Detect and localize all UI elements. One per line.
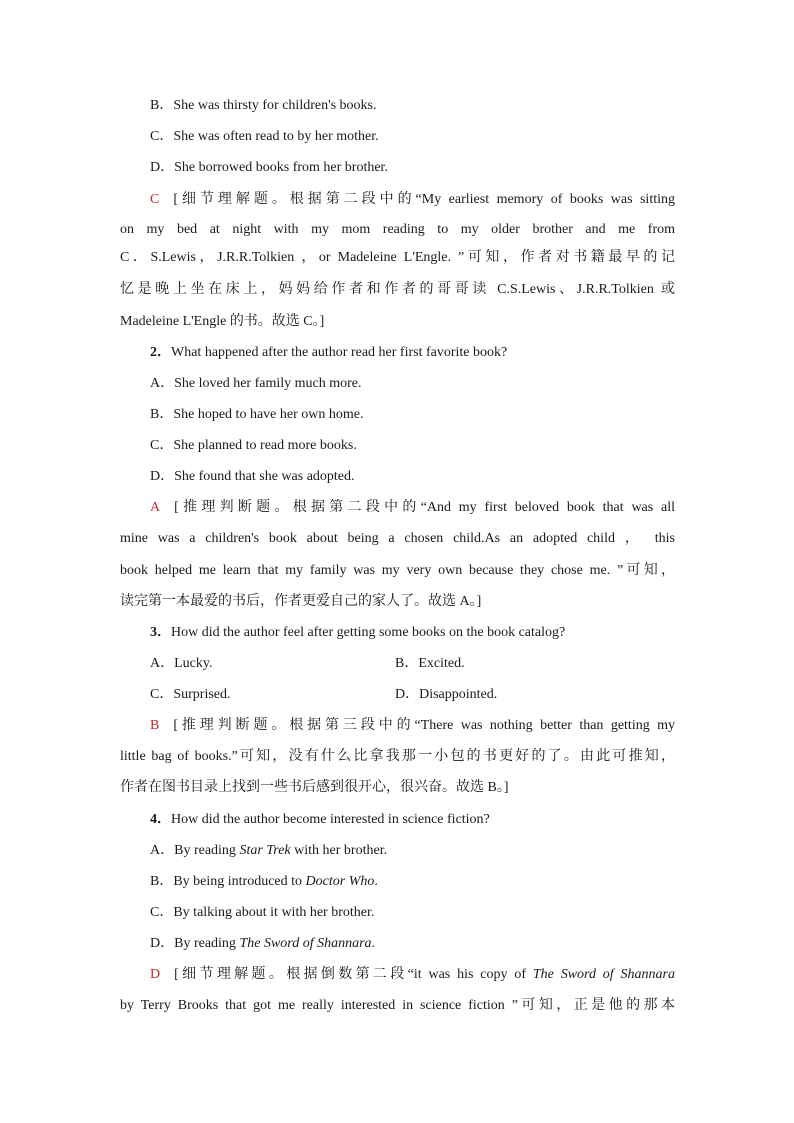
q3-options-row-1 (150, 654, 705, 674)
q1-option-b: B．She was thirsty for children's books. (150, 98, 377, 113)
q1-explanation-line-2: on my bed at night with my mom reading to my older brother and me from (120, 222, 675, 237)
q4-option-d-title: The Sword of Shannara (239, 936, 372, 951)
q2-option-d: D．She found that she was adopted. (150, 469, 355, 484)
q4-option-b-title: Doctor Who (305, 874, 375, 889)
q1-option-d: D．She borrowed books from her brother. (150, 160, 388, 175)
q1-explanation-line-3: C．S.Lewis，J.R.R.Tolkien ，or Madeleine L'Engle. ”可知，作者对书籍最早的记 (120, 250, 675, 265)
q3-stem: 3．How did the author feel after getting some books on the book catalog? (150, 625, 566, 640)
q1-explanation-line-1: C [细节理解题。根据第二段中的“My earliest memory of books was sitting (150, 192, 675, 207)
q4-option-c: C．By talking about it with her brother. (150, 905, 375, 920)
q2-option-a: A．She loved her family much more. (150, 376, 362, 391)
q3-explanation-line-2: little bag of books.”可知，没有什么比拿我那一小包的书更好的了。由此可推知， (120, 749, 675, 764)
q2-explanation-line-1: A [推理判断题。根据第二段中的“And my first beloved book that was all (150, 500, 675, 515)
q4-explanation-line-2: by Terry Brooks that got me really interested in science fiction ”可知，正是他的那本 (120, 998, 675, 1013)
q3-option-a: A．Lucky. (150, 656, 213, 671)
q3-options-row-2 (150, 685, 705, 705)
q4-option-a: A．By reading Star Trek with her brother. (150, 843, 388, 858)
q1-explanation-line-5: Madeleine L'Engle 的书。故选 C。] (120, 314, 325, 329)
q4-stem: 4．How did the author become interested in science fiction? (150, 812, 490, 827)
q3-option-b: B．Excited. (395, 656, 465, 671)
q2-option-b: B．She hoped to have her own home. (150, 407, 364, 422)
q2-stem: 2．What happened after the author read her first favorite book? (150, 345, 508, 360)
q1-explanation-line-4: 忆是晚上坐在床上，妈妈给作者和作者的哥哥读 C.S.Lewis、J.R.R.Tolkien 或 (120, 282, 675, 297)
q1-option-c: C．She was often read to by her mother. (150, 129, 379, 144)
q2-explanation-line-4: 读完第一本最爱的书后，作者更爱自己的家人了。故选 A。] (120, 594, 482, 609)
q2-explanation-line-3: book helped me learn that my family was my very own because they chose me. ”可知， (120, 563, 675, 578)
q4-explanation-line-1: D [细节理解题。根据倒数第二段“it was his copy of The Sword of Shannara (150, 967, 675, 982)
q4-option-b: B．By being introduced to Doctor Who. (150, 874, 378, 889)
q4-option-a-title: Star Trek (239, 843, 291, 858)
q2-option-c: C．She planned to read more books. (150, 438, 357, 453)
q3-explanation-line-3: 作者在图书目录上找到一些书后感到很开心，很兴奋。故选 B。] (120, 780, 509, 795)
q2-explanation-line-2: mine was a children's book about being a chosen child.As an adopted child ， this (120, 531, 675, 546)
q3-option-d: D．Disappointed. (395, 687, 498, 702)
q4-option-d: D．By reading The Sword of Shannara. (150, 936, 376, 951)
q3-option-c: C．Surprised. (150, 687, 231, 702)
q1-answer: C (150, 192, 160, 207)
q3-answer: B (150, 718, 160, 733)
q4-answer: D (150, 967, 161, 982)
q2-answer: A (150, 500, 161, 515)
q3-explanation-line-1: B [推理判断题。根据第三段中的“There was nothing better than getting my (150, 718, 675, 733)
